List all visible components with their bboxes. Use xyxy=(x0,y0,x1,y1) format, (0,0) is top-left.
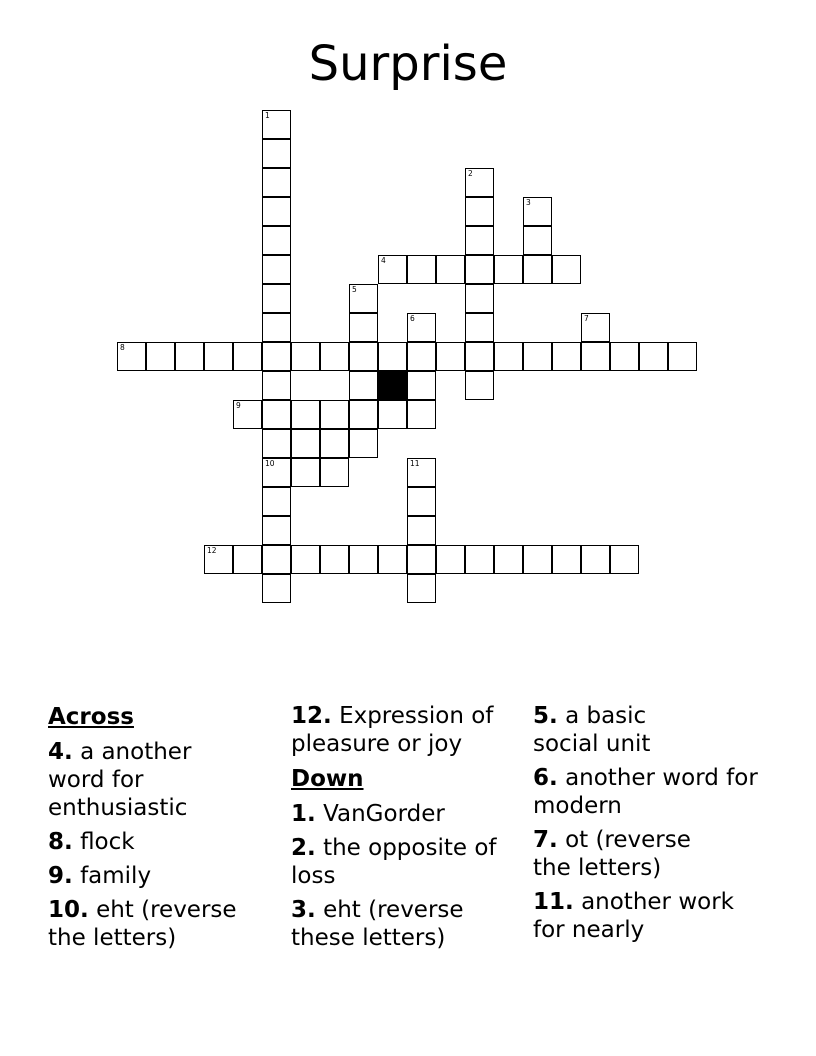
grid-cell[interactable] xyxy=(349,313,378,342)
clue-text: the opposite of loss xyxy=(291,835,497,889)
grid-cell[interactable] xyxy=(668,342,697,371)
grid-cell[interactable] xyxy=(262,400,291,429)
cell-number: 9 xyxy=(236,401,241,410)
clue-down-11 xyxy=(533,888,763,944)
grid-cell[interactable] xyxy=(262,342,291,371)
grid-cell[interactable] xyxy=(291,400,320,429)
grid-cell[interactable] xyxy=(378,255,407,284)
puzzle-title: Surprise xyxy=(308,36,508,92)
grid-cell[interactable] xyxy=(262,226,291,255)
grid-cell[interactable] xyxy=(378,342,407,371)
grid-cell[interactable] xyxy=(262,487,291,516)
grid-cell[interactable] xyxy=(407,574,436,603)
grid-cell[interactable] xyxy=(320,458,349,487)
grid-cell[interactable] xyxy=(262,313,291,342)
grid-cell[interactable] xyxy=(262,516,291,545)
grid-cell[interactable] xyxy=(262,574,291,603)
down-heading: Down xyxy=(291,766,364,792)
grid-cell[interactable] xyxy=(291,429,320,458)
clue-number: 10. xyxy=(48,897,89,923)
grid-cell[interactable] xyxy=(175,342,204,371)
clue-text: eht (reverse the letters) xyxy=(48,897,237,951)
grid-cell[interactable] xyxy=(465,168,494,197)
grid-cell[interactable] xyxy=(407,400,436,429)
grid-cell[interactable] xyxy=(407,342,436,371)
grid-cell[interactable] xyxy=(146,342,175,371)
grid-cell[interactable] xyxy=(523,255,552,284)
grid-cell[interactable] xyxy=(407,487,436,516)
grid-cell[interactable] xyxy=(204,545,233,574)
grid-cell[interactable] xyxy=(262,545,291,574)
grid-cell[interactable] xyxy=(204,342,233,371)
grid-cell[interactable] xyxy=(407,458,436,487)
grid-cell[interactable] xyxy=(552,342,581,371)
cell-number: 3 xyxy=(526,198,531,207)
grid-cell[interactable] xyxy=(436,545,465,574)
clues-column-1 xyxy=(48,702,288,958)
clue-text: a basic social unit xyxy=(533,703,651,757)
clue-text: another work for nearly xyxy=(533,889,734,943)
grid-cell[interactable] xyxy=(465,226,494,255)
grid-cell[interactable] xyxy=(233,400,262,429)
clue-number: 5. xyxy=(533,703,558,729)
cell-number: 11 xyxy=(410,459,420,468)
grid-cell[interactable] xyxy=(552,545,581,574)
clue-down-5 xyxy=(533,702,673,758)
grid-cell[interactable] xyxy=(320,342,349,371)
grid-cell[interactable] xyxy=(320,429,349,458)
clue-number: 7. xyxy=(533,827,558,853)
cell-number: 4 xyxy=(381,256,386,265)
clue-number: 2. xyxy=(291,835,316,861)
across-heading: Across xyxy=(48,704,134,730)
grid-cell[interactable] xyxy=(494,255,523,284)
grid-cell[interactable] xyxy=(262,429,291,458)
grid-cell[interactable] xyxy=(465,545,494,574)
grid-cell[interactable] xyxy=(523,342,552,371)
clue-down-7 xyxy=(533,826,733,882)
grid-cell[interactable] xyxy=(610,342,639,371)
grid-cell[interactable] xyxy=(262,255,291,284)
grid-cell[interactable] xyxy=(465,313,494,342)
grid-cell[interactable] xyxy=(291,342,320,371)
clue-number: 4. xyxy=(48,739,73,765)
grid-cell[interactable] xyxy=(407,371,436,400)
clues-column-3 xyxy=(533,702,773,950)
clue-across-4 xyxy=(48,738,223,822)
grid-cell[interactable] xyxy=(465,255,494,284)
grid-cell[interactable] xyxy=(233,342,262,371)
grid-cell[interactable] xyxy=(552,255,581,284)
grid-cell[interactable] xyxy=(349,545,378,574)
grid-cell[interactable] xyxy=(407,255,436,284)
clue-text: Expression of pleasure or joy xyxy=(291,703,494,757)
grid-cell[interactable] xyxy=(610,545,639,574)
grid-cell[interactable] xyxy=(349,400,378,429)
grid-cell[interactable] xyxy=(523,197,552,226)
grid-cell[interactable] xyxy=(262,371,291,400)
clue-down-2 xyxy=(291,834,501,890)
cell-number: 12 xyxy=(207,546,217,555)
clue-across-12 xyxy=(291,702,526,758)
clue-across-8 xyxy=(48,828,288,856)
clue-number: 11. xyxy=(533,889,574,915)
clue-text: another word for modern xyxy=(533,765,758,819)
cell-number: 10 xyxy=(265,459,275,468)
clue-across-10 xyxy=(48,896,273,952)
clue-text: family xyxy=(80,863,152,889)
grid-cell[interactable] xyxy=(349,342,378,371)
grid-cell[interactable] xyxy=(262,284,291,313)
clue-number: 6. xyxy=(533,765,558,791)
clue-down-3 xyxy=(291,896,501,952)
grid-cell[interactable] xyxy=(262,458,291,487)
clue-text: a another word for enthusiastic xyxy=(48,739,192,821)
grid-cell[interactable] xyxy=(233,545,262,574)
grid-cell[interactable] xyxy=(262,168,291,197)
grid-cell[interactable] xyxy=(349,371,378,400)
grid-cell[interactable] xyxy=(320,400,349,429)
grid-cell[interactable] xyxy=(465,371,494,400)
grid-cell[interactable] xyxy=(320,545,349,574)
clue-number: 8. xyxy=(48,829,73,855)
grid-cell[interactable] xyxy=(581,342,610,371)
clue-text: ot (reverse the letters) xyxy=(533,827,691,881)
grid-cell[interactable] xyxy=(494,545,523,574)
clue-number: 9. xyxy=(48,863,73,889)
grid-cell[interactable] xyxy=(407,313,436,342)
clue-down-1 xyxy=(291,800,531,828)
grid-cell[interactable] xyxy=(581,313,610,342)
grid-cell[interactable] xyxy=(523,226,552,255)
grid-cell[interactable] xyxy=(262,110,291,139)
grid-cell[interactable] xyxy=(436,255,465,284)
grid-cell[interactable] xyxy=(291,458,320,487)
clue-text: eht (reverse these letters) xyxy=(291,897,464,951)
grid-cell[interactable] xyxy=(407,545,436,574)
grid-cell[interactable] xyxy=(378,400,407,429)
grid-cell[interactable] xyxy=(465,197,494,226)
grid-cell[interactable] xyxy=(349,429,378,458)
grid-cell[interactable] xyxy=(378,545,407,574)
cell-number: 7 xyxy=(584,314,589,323)
grid-cell[interactable] xyxy=(262,197,291,226)
grid-cell[interactable] xyxy=(581,545,610,574)
clue-number: 3. xyxy=(291,897,316,923)
grid-cell[interactable] xyxy=(291,545,320,574)
cell-number: 8 xyxy=(120,343,125,352)
clue-across-9 xyxy=(48,862,288,890)
grid-cell[interactable] xyxy=(436,342,465,371)
grid-cell[interactable] xyxy=(262,139,291,168)
cell-number: 6 xyxy=(410,314,415,323)
clue-number: 1. xyxy=(291,801,316,827)
cell-number: 5 xyxy=(352,285,357,294)
cell-number: 1 xyxy=(265,111,270,120)
grid-cell[interactable] xyxy=(349,284,378,313)
grid-cell[interactable] xyxy=(465,284,494,313)
clue-text: VanGorder xyxy=(323,801,445,827)
grid-cell[interactable] xyxy=(494,342,523,371)
black-cell xyxy=(378,371,407,400)
grid-cell[interactable] xyxy=(523,545,552,574)
clues-column-2 xyxy=(291,702,531,958)
clue-down-6 xyxy=(533,764,773,820)
cell-number: 2 xyxy=(468,169,473,178)
clue-number: 12. xyxy=(291,703,332,729)
grid-cell[interactable] xyxy=(639,342,668,371)
grid-cell[interactable] xyxy=(117,342,146,371)
clue-text: flock xyxy=(80,829,135,855)
grid-cell[interactable] xyxy=(407,516,436,545)
grid-cell[interactable] xyxy=(465,342,494,371)
